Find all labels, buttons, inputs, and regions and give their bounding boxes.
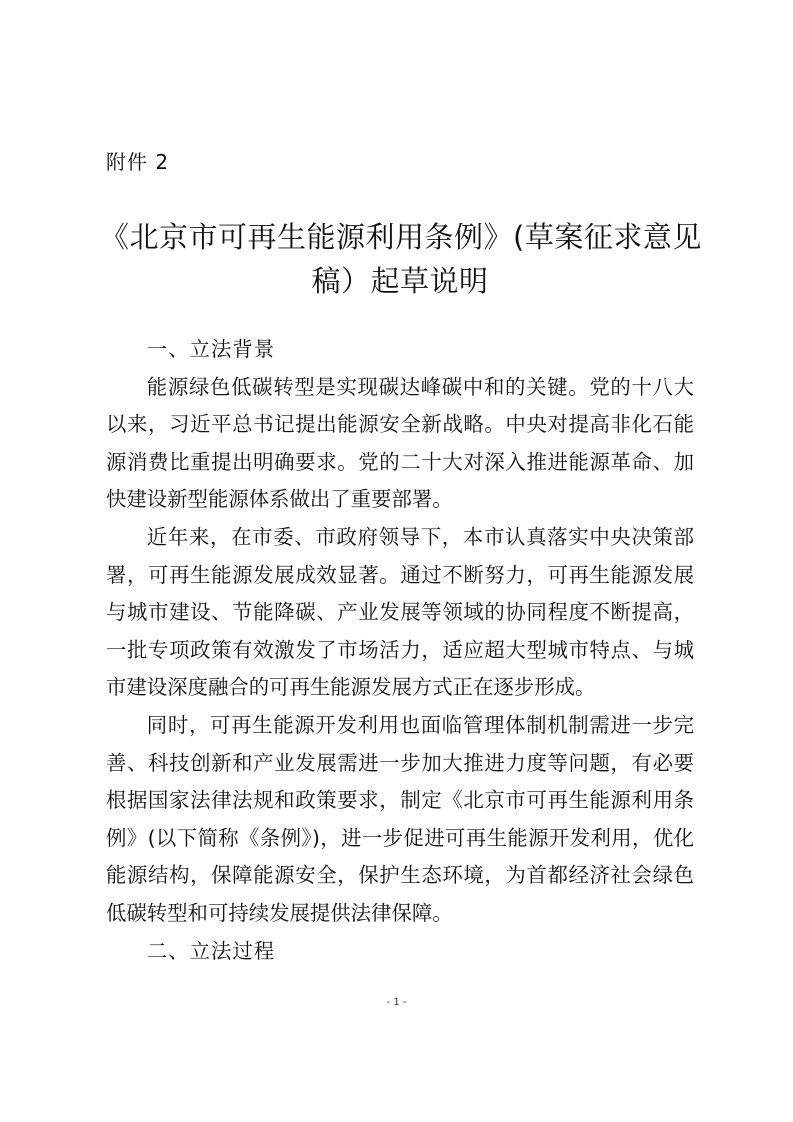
section-heading-background: 一、立法背景 xyxy=(146,337,276,361)
document-title xyxy=(100,215,700,303)
attachment-label: 附件 2 xyxy=(106,150,170,174)
document-title-line-2: 稿）起草说明 xyxy=(311,264,489,298)
paragraph: 能源绿色低碳转型是实现碳达峰碳中和的关键。党的十八大以来，习近平总书记提出能源安全新战略。中央对提高非化石能源消费比重提出明确要求。党的二十大对深入推进能源革命、加快建设新型能源体系做出了重要部署。 xyxy=(106,374,694,512)
section-heading-process: 二、立法过程 xyxy=(146,938,276,963)
paragraph: 近年来，在市委、市政府领导下，本市认真落实中央决策部署，可再生能源发展成效显著。通过不断努力，可再生能源发展与城市建设、节能降碳、产业发展等领域的协同程度不断提高，一批专项政策有效激发了市场活力，适应超大型城市特点、与城市建设深度融合的可再生能源发展方式正在逐步形成。 xyxy=(106,524,694,700)
paragraph: 同时，可再生能源开发利用也面临管理体制机制需进一步完善、科技创新和产业发展需进一步加大推进力度等问题，有必要根据国家法律法规和政策要求，制定《北京市可再生能源利用条例》(以下简称《条例》)，进一步促进可再生能源开发利用，优化能源结构，保障能源安全，保护生态环境，为首都经济社会绿色低碳转型和可持续发展提供法律保障。 xyxy=(106,712,694,925)
page-number: - 1 - xyxy=(386,997,407,1008)
document-body xyxy=(106,331,694,970)
document-title-line-1: 《北京市可再生能源利用条例》(草案征求意见 xyxy=(100,220,702,254)
